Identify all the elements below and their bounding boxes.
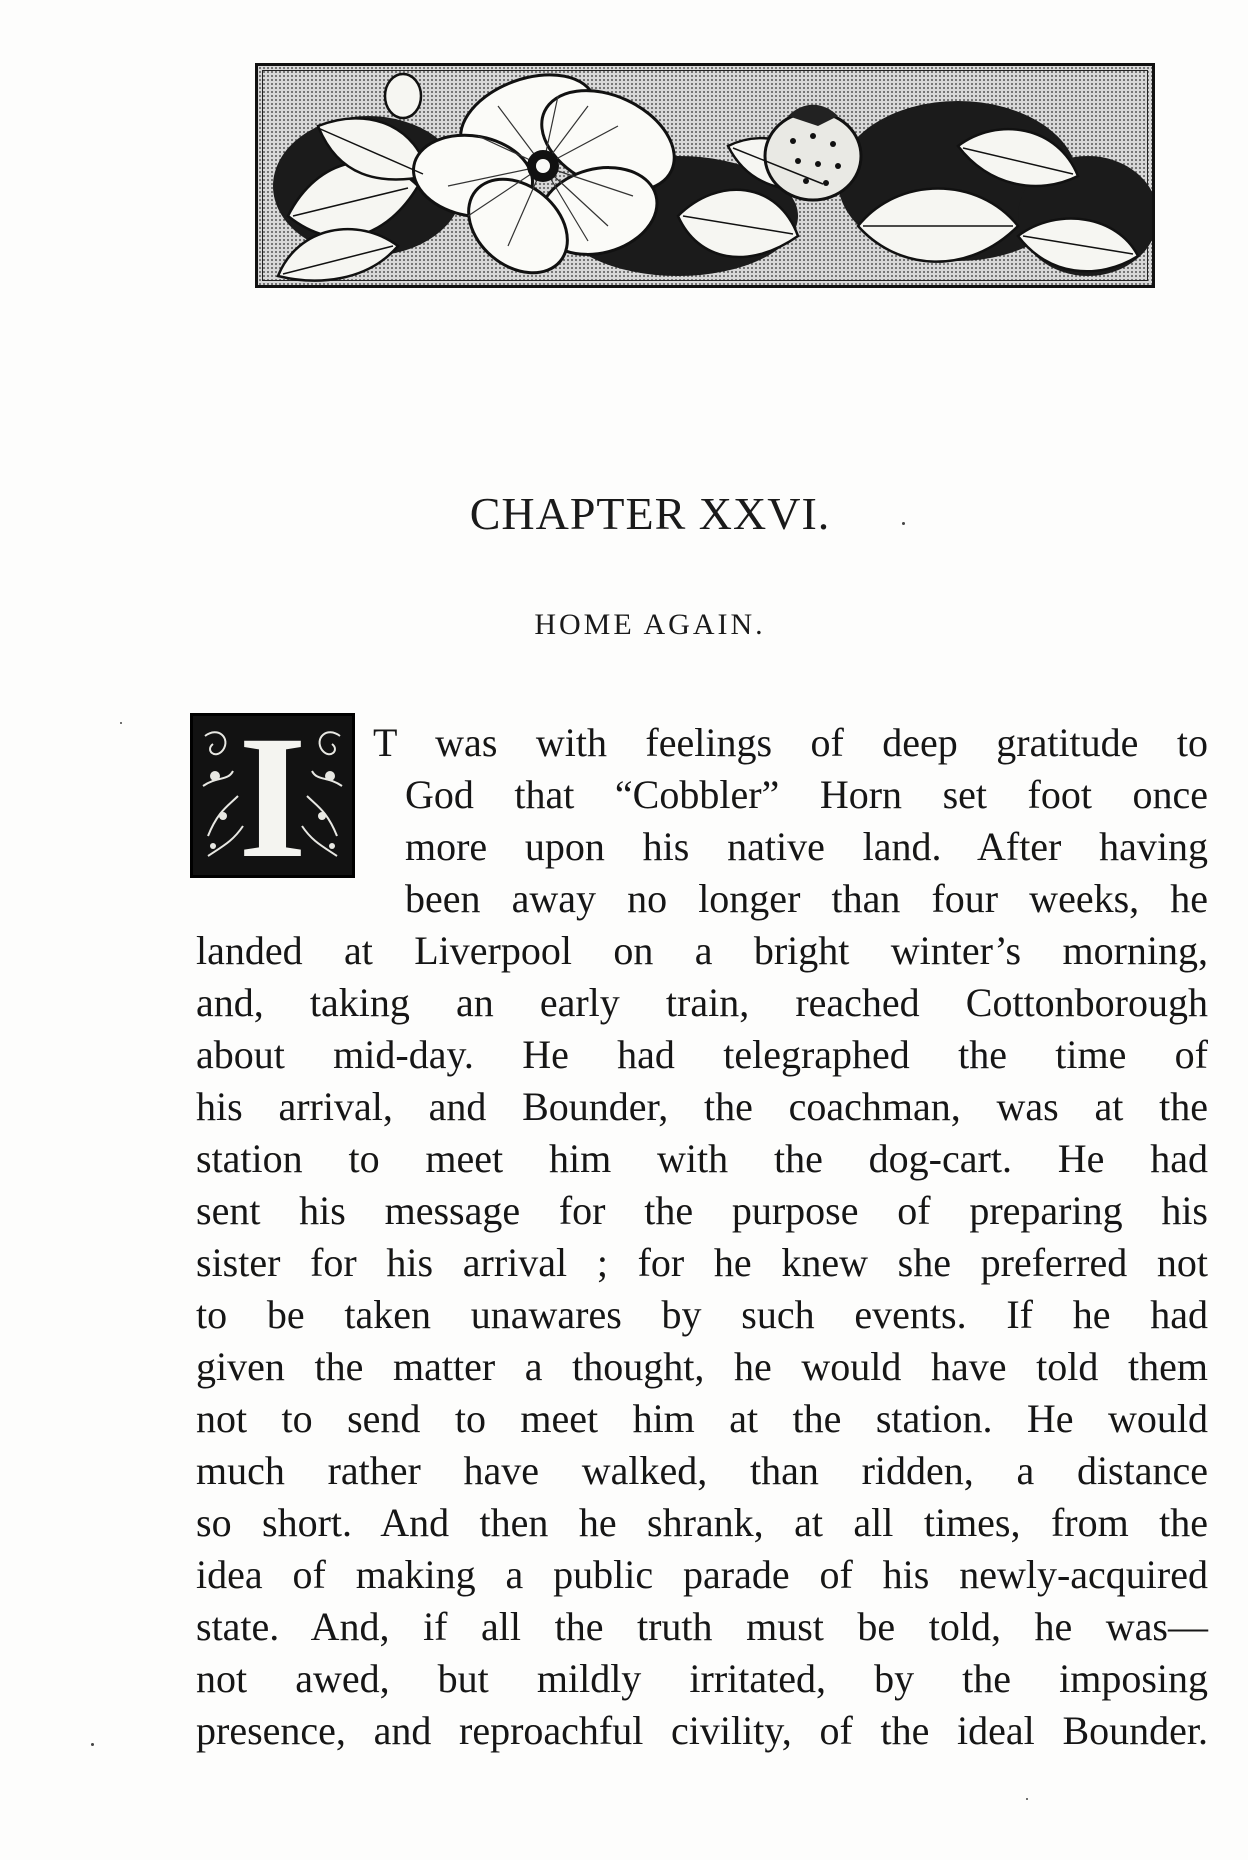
text-line: about mid-day. He had telegraphed the time of bbox=[196, 1032, 1208, 1077]
text-line: not to send to meet him at the station. He would bbox=[196, 1396, 1208, 1441]
text-line: given the matter a thought, he would have told them bbox=[196, 1344, 1208, 1389]
scan-speck bbox=[91, 1743, 94, 1746]
text-line: so short. And then he shrank, at all times, from the bbox=[196, 1500, 1208, 1545]
text-line: idea of making a public parade of his newly-acquired bbox=[196, 1552, 1208, 1597]
text-line: not awed, but mildly irritated, by the imposing bbox=[196, 1656, 1208, 1701]
chapter-title: CHAPTER XXVI. bbox=[469, 488, 831, 539]
text-line: and, taking an early train, reached Cottonborough bbox=[196, 980, 1208, 1025]
chapter-subtitle: HOME AGAIN. bbox=[534, 608, 766, 641]
scan-speck bbox=[120, 722, 122, 724]
text-line: sent his message for the purpose of preparing his bbox=[196, 1188, 1208, 1233]
text-line: been away no longer than four weeks, he bbox=[405, 876, 1208, 921]
text-line: presence, and reproachful civility, of the ideal Bounder. bbox=[196, 1708, 1208, 1753]
text-line: sister for his arrival ; for he knew she preferred not bbox=[196, 1240, 1208, 1285]
scan-speck bbox=[1026, 1798, 1028, 1800]
text-line: station to meet him with the dog-cart. He had bbox=[196, 1136, 1208, 1181]
text-line: his arrival, and Bounder, the coachman, was at the bbox=[196, 1084, 1208, 1129]
text-line: more upon his native land. After having bbox=[405, 824, 1208, 869]
text-line: God that “Cobbler” Horn set foot once bbox=[405, 772, 1208, 817]
text-line: T was with feelings of deep gratitude to bbox=[373, 720, 1208, 765]
text-line: to be taken unawares by such events. If he had bbox=[196, 1292, 1208, 1337]
floral-ornament-drawing bbox=[258, 66, 1152, 285]
ornamental-initial-icon bbox=[190, 713, 355, 878]
floral-headpiece-icon bbox=[255, 63, 1155, 288]
scan-speck bbox=[902, 522, 905, 525]
text-line: landed at Liverpool on a bright winter’s morning, bbox=[196, 928, 1208, 973]
dropcap-letter: I bbox=[238, 713, 307, 878]
text-line: state. And, if all the truth must be told, he was— bbox=[196, 1604, 1208, 1649]
text-line: much rather have walked, than ridden, a distance bbox=[196, 1448, 1208, 1493]
